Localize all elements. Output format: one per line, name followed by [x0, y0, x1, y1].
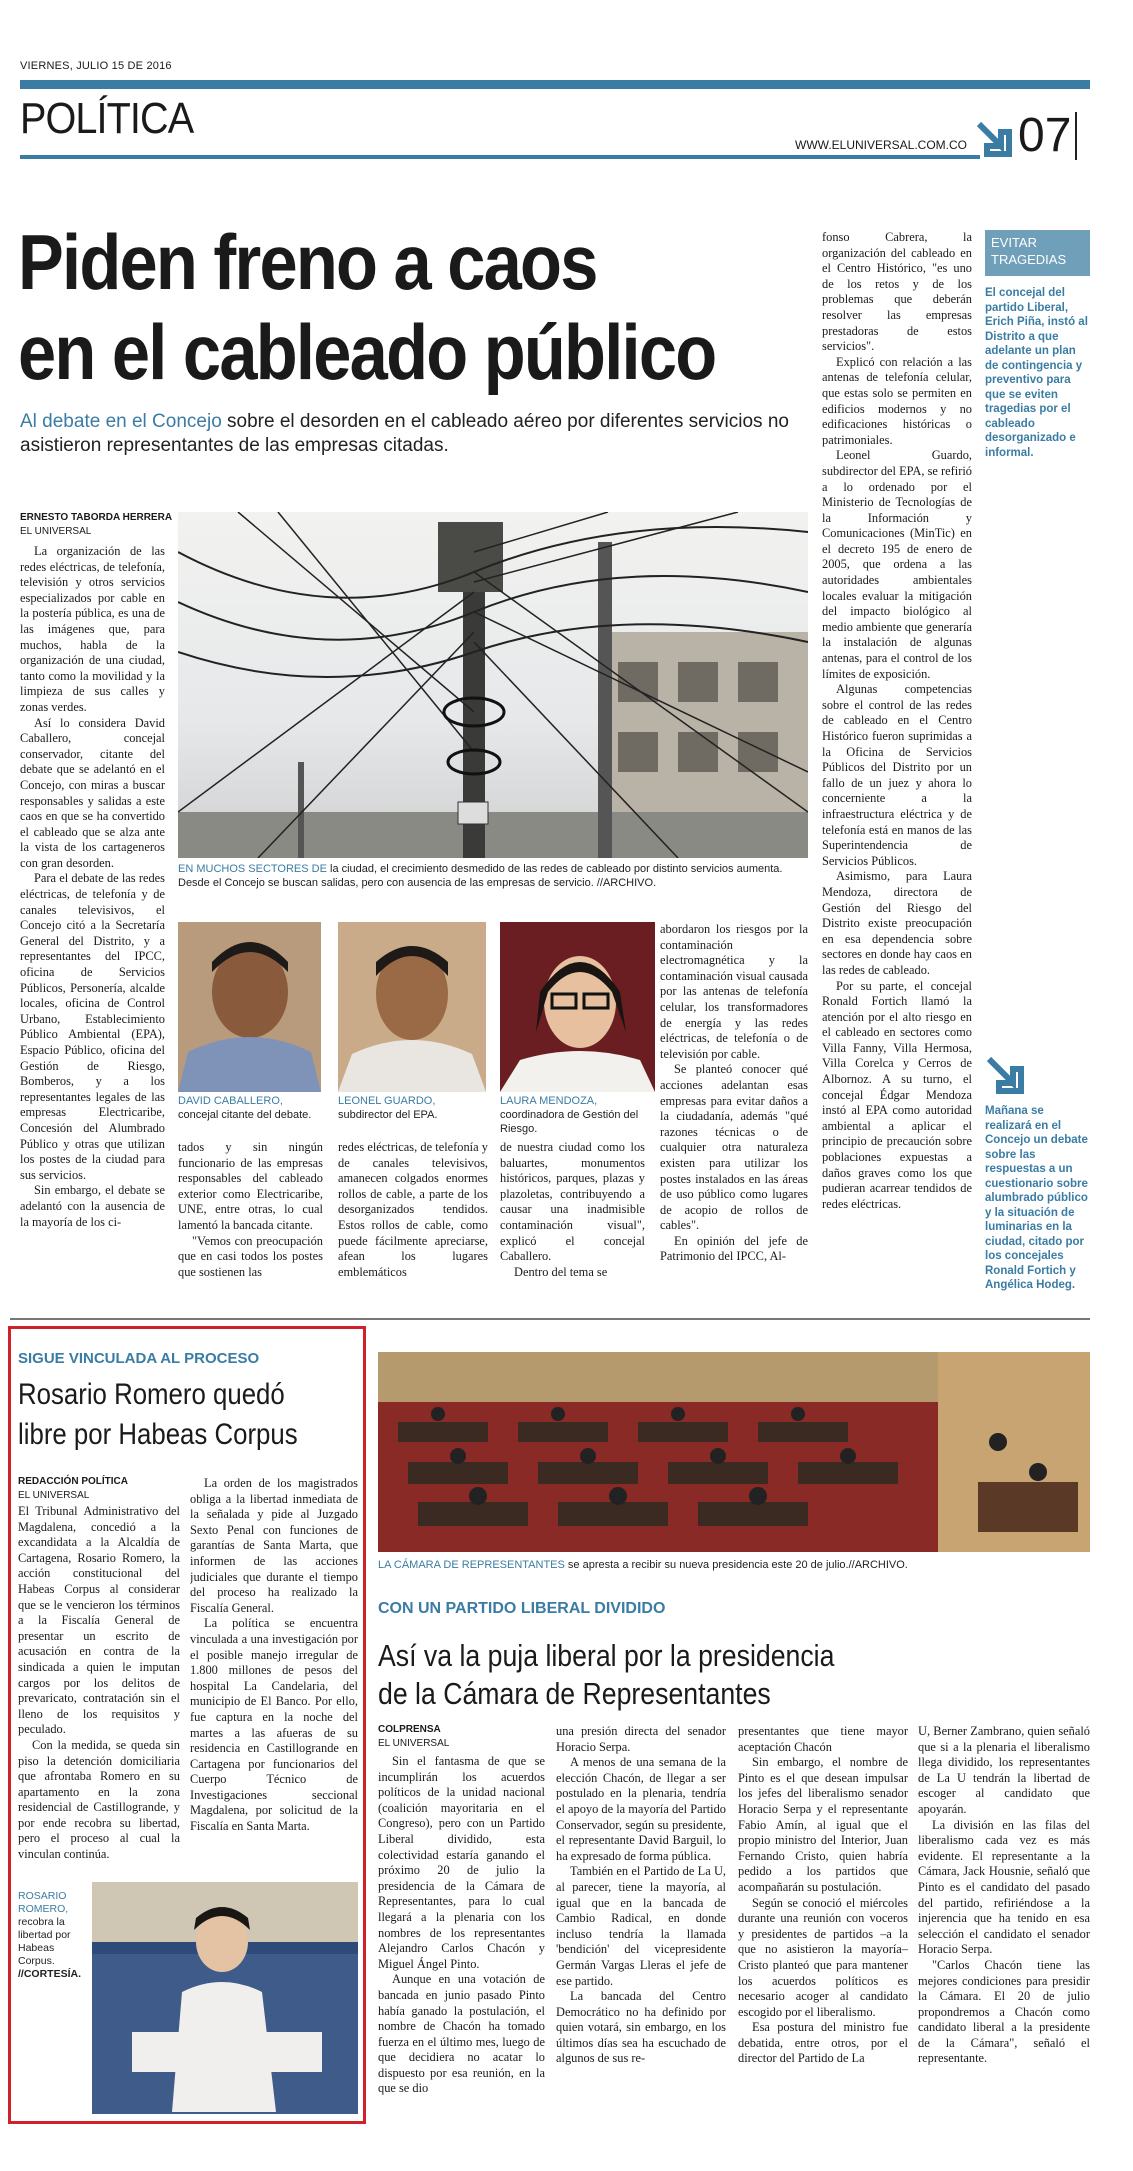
camara-photo — [378, 1352, 1090, 1552]
romero-column-2 — [190, 1476, 358, 1876]
caption-line: ROMERO, — [18, 1903, 69, 1915]
portrait-role: concejal citante del debate. — [178, 1109, 312, 1121]
paragraph: tados y sin ningún funcionario de las empresas responsables del cableado exterior como Electricaribe, UNE, entre otras, lo cual lamentó la bancada citante. — [178, 1140, 323, 1232]
sidebar-tragedias-box — [985, 230, 1090, 276]
romero-photo — [92, 1882, 358, 2114]
paragraph: de nuestra ciudad como los baluartes, monumentos históricos, parques, plazas y plazoletas, contribuyendo a causar una inadmisible contaminación visual", explicó el concejal Caballero. — [500, 1140, 645, 1264]
caption-line: Corpus. — [18, 1955, 55, 1967]
paragraph: Según se conoció el miércoles durante una reunión con voceros y presidentes de partidos –a la que no asistieron la mayoría– Cristo planteó que para mantener los acuerdos políticos es necesario acoger al candidato escogido por el liberalismo. — [738, 1895, 908, 2019]
paragraph: Se planteó conocer qué acciones adelantan esas empresas para evitar daños a la ciudadanía, además "qué razones técnicas o de cualquier otra naturaleza existen para utilizar los postes instalados en las áreas de uso público como lugares de acopio de rollos de cables". — [660, 1062, 808, 1233]
portrait-caption-2 — [338, 1094, 488, 1122]
main-dek — [20, 410, 800, 458]
sidebar-manana-text: Mañana se realizará en el Concejo un debate sobre las respuestas a un cuestionario sobre alumbrado público y la situación de luminarias en la ciudad, citado por los concejales Ronald Fortich y Angélica Hodeg. — [985, 1105, 1088, 1291]
main-source: EL UNIVERSAL — [20, 526, 92, 537]
paragraph: "Vemos con preocupación que en casi todos los postes que sostienen las — [178, 1233, 323, 1279]
paragraph: Esa postura del ministro fue debatida, entre otros, por el director del Partido de La — [738, 2020, 908, 2066]
camara-kicker: CON UN PARTIDO LIBERAL DIVIDIDO — [378, 1600, 666, 1617]
main-column-3 — [338, 1140, 488, 1300]
portrait-caption-1 — [178, 1094, 323, 1122]
sidebar-tragedias-text: El concejal del partido Liberal, Erich Piña, instó al Distrito a que adelante un plan de contingencia y preventivo para que se eviten tragedias por el cableado desorganizado e informal. — [985, 287, 1088, 459]
caption-line: libertad por — [18, 1929, 71, 1941]
caption-line: //CORTESÍA. — [18, 1968, 82, 1980]
portrait-caption-3 — [500, 1094, 645, 1136]
paragraph: Sin embargo, el nombre de Pinto es el que desean impulsar los jefes del liberalismo senador Horacio Serpa y el representante Fabio Amín, al igual que el propio ministro del Interior, Juan Fernando Cristo, quien habría pedido a los partidos que acompañarán su postulación. — [738, 1755, 908, 1894]
main-headline-line1: Piden freno a caos — [18, 218, 597, 306]
paragraph: Por su parte, el concejal Ronald Fortich llamó la atención por el alto riesgo en el cableado en sectores como Villa Fanny, Villa Hermosa, Villa Corelca y Cerros de Albornoz. A su turno, el concejal Édgar Mendoza instó al EPA como autoridad ambiental a aplicar el principio de precaución sobre poblaciones expuestas a daños graves como los que pudieran acarrear tendidos de redes eléctricas. — [822, 978, 972, 1211]
paragraph: Asimismo, para Laura Mendoza, directora de Gestión del Riesgo del Distrito existe preocupación en esa dependencia sobre sectores en donde hay caos en las redes de cableado. — [822, 869, 972, 977]
paragraph: La división en las filas del liberalismo cada vez es más evidente. El representante a la Cámara, Jack Housnie, señaló que Pinto es el candidato del pasado del partido, refiriéndose a la injerencia que ha tenido en esa selección el candidato el senador Horacio Serpa. — [918, 1817, 1090, 1957]
caption-text: la ciudad, el crecimiento desmedido de las redes de cableado por distinto servicios aumenta. Desde el Concejo se buscan salidas, pero con ausencia de las empresas de servicio. //ARCHIVO. — [178, 863, 783, 889]
paragraph: Aunque en una votación de bancada en junio pasado Pinto había ganado la postulación, el nombre de Chacón ha tomado fuerza en el último mes, luego de que decidiera no acatar lo dispuesto por esa reunión, en la que se dio — [378, 1972, 545, 2096]
paragraph: Leonel Guardo, subdirector del EPA, se refirió a lo ordenado por el Ministerio de Tecnologías de la Información y Comunicaciones (MinTic) en el decreto 195 de enero de 2005, que ordena a las autoridades ambientales locales evaluar la mitigación del impacto biológico al medio ambiente que generaría la instalación de algunas antenas, para el control de los límites de exposición. — [822, 448, 972, 681]
paragraph: La orden de los magistrados obliga a la libertad inmediata de la señalada y pide al Juzgado Sexto Penal con funciones de garantías de Santa Marta, que informen de las acciones judiciales que durante el tiempo del proceso ha realizado la Fiscalía General. — [190, 1476, 358, 1615]
section-divider — [10, 1318, 1090, 1320]
dek-text: sobre el desorden en el cableado aéreo por diferentes servicios no asistieron representantes de las empresas citadas. — [20, 411, 789, 456]
paragraph: redes eléctricas, de telefonía y de canales televisivos, amanecen colgados enormes rollos de cable, a parte de los desorganizados tendidos. Estos rollos de cable, como puede fácilmente apreciarse, afean los lugares emblemáticos — [338, 1140, 488, 1279]
camara-photo-caption — [378, 1558, 1090, 1572]
paragraph: Así lo considera David Caballero, concejal conservador, citante del debate que se adelantó en el Concejo, con miras a buscar responsables y salidas a este caos en que se ha convertido el cableado que se alza ante la vista de los cartageneros con gran desorden. — [20, 715, 165, 870]
header-rule-bottom — [20, 155, 980, 159]
romero-column-1 — [18, 1504, 180, 1882]
romero-headline-2: libre por Habeas Corpus — [18, 1418, 298, 1451]
camara-headline-2: de la Cámara de Representantes — [378, 1676, 771, 1711]
main-column-1 — [20, 544, 165, 1299]
paragraph: También en el Partido de La U, al parecer, tiene la mayoría, al igual que en la bancada de Cambio Radical, en donde incluso tendría la llamada 'bendición' del vicepresidente Germán Vargas Lleras el jefe de ese partido. — [556, 1864, 726, 1988]
paragraph: fonso Cabrera, la organización del cableado en el Centro Histórico, "es uno de los retos y de los problemas que deberán resolver las empresas prestadoras de estos servicios". — [822, 230, 972, 354]
camara-headline-1: Así va la puja liberal por la presidencia — [378, 1638, 835, 1673]
paragraph: El Tribunal Administrativo del Magdalena, concedió a la excandidata a la Alcaldía de Cartagena, Rosario Romero, la acción constitucional del Habeas Corpus al considerar que se le vencieron los términos a la Fiscalía General de presentar un escrito de acusación en contra de la sindicada a quien le imputan cargos por los delitos de prevaricato, contratación sin el lleno de los requisitos y peculado. — [18, 1504, 180, 1737]
dek-kicker: Al debate en el Concejo — [20, 411, 222, 432]
page-number: 07 — [1018, 112, 1077, 160]
paragraph: presentantes que tiene mayor aceptación Chacón — [738, 1724, 908, 1754]
main-column-5 — [822, 230, 972, 1300]
romero-source: EL UNIVERSAL — [18, 1490, 90, 1501]
portrait-david-caballero — [178, 922, 321, 1092]
paragraph: Algunas competencias sobre el control de las redes de cableado en el Centro Histórico fueron suprimidas a la Oficina de Servicios Públicos del Distrito por un fallo de un juez y ahora lo concerniente a la infraestructura eléctrica y de telefonía está en manos de las Superintendencia de Servicios Públicos. — [822, 682, 972, 868]
camara-column-4 — [918, 1724, 1090, 2122]
paragraph: En opinión del jefe de Patrimonio del IPCC, Al- — [660, 1233, 808, 1264]
main-headline-line2: en el cableado público — [18, 308, 716, 396]
paragraph: Sin el fantasma de que se incumplirán los acuerdos políticos de la unidad nacional (coalición mayoritaria en el Congreso), pero con un Partido Liberal dividido, esta colectividad estaría ganando el próximo 20 de julio la presidencia de la Cámara de Representantes, para lo cual llegará a la plenaria con los nombres de los representantes Alejandro Carlos Chacón y Miguel Ángel Pinto. — [378, 1754, 545, 1971]
caption-text: se apresta a recibir su nueva presidencia este 20 de julio.//ARCHIVO. — [564, 1559, 908, 1571]
paragraph: Explicó con relación a las antenas de telefonía celular, que estas solo se permiten en edificios modernos y no edificaciones históricas o patrimoniales. — [822, 354, 972, 447]
paragraph: Con la medida, se queda sin piso la detención domiciliaria que afrontaba Romero en su apartamento en la zona residencial de Castillogrande, y por ende recobra su libertad, pero el proceso al cual la vinculan continúa. — [18, 1737, 180, 1862]
paragraph: A menos de una semana de la elección Chacón, de llegar a ser postulado en la plenaria, tendría el apoyo de la mayoría del Partido Conservador, según su presidente, el representante David Barguil, lo ha expresado de forma pública. — [556, 1755, 726, 1863]
camara-column-3 — [738, 1724, 908, 2122]
paragraph: una presión directa del senador Horacio Serpa. — [556, 1724, 726, 1754]
main-column-2 — [178, 1140, 323, 1300]
paragraph: La política se encuentra vinculada a una investigación por el posible manejo irregular de 1.800 millones de pesos del hospital La Candelaria, del municipio de El Banco. Por ello, fue captura en la noche del martes a las afueras de su residencia en Castillogrande en Cartagena por funcionarios del Cuerpo Técnico de Investigaciones seccional Magdalena, por solicitud de la Fiscalía en Santa Marta. — [190, 1616, 358, 1834]
caption-kicker: EN MUCHOS SECTORES DE — [178, 863, 327, 875]
paragraph: U, Berner Zambrano, quien señaló que si a la plenaria el liberalismo llega dividido, los representantes de La U tendrán la libertad de escoger al candidato que apoyarán. — [918, 1724, 1090, 1816]
portrait-laura-mendoza — [500, 922, 655, 1092]
caption-kicker: LA CÁMARA DE REPRESENTANTES — [378, 1559, 565, 1571]
paragraph: La bancada del Centro Democrático no ha definido por quien votará, sin embargo, en los últimos días sea ha escuchado de algunos de sus re- — [556, 1989, 726, 2066]
caption-line: Habeas — [18, 1942, 55, 1954]
romero-photo-caption — [18, 1890, 88, 1981]
camara-byline: COLPRENSA — [378, 1724, 441, 1735]
main-column-4 — [500, 1140, 645, 1300]
romero-byline: REDACCIÓN POLÍTICA — [18, 1476, 128, 1487]
section-title: POLÍTICA — [20, 94, 194, 143]
main-column-4-top — [660, 922, 808, 1300]
camara-column-2 — [556, 1724, 726, 2122]
main-byline: ERNESTO TABORDA HERRERA — [20, 512, 173, 523]
portrait-name: LAURA MENDOZA, — [500, 1095, 598, 1107]
header-rule-top — [20, 80, 1090, 89]
paragraph: "Carlos Chacón tiene las mejores condiciones para presidir la Cámara. El 20 de julio propondremos a Chacón como candidato liberal a la presidente de la Cámara", señaló el representante. — [918, 1957, 1090, 2066]
portrait-name: LEONEL GUARDO, — [338, 1095, 436, 1107]
cables-photo — [178, 512, 808, 858]
paragraph: abordaron los riesgos por la contaminación electromagnética y la contaminación visual causada por las antenas de telefonía celular, los transformadores de energía y las redes eléctricas, de telefonía o de televisión por cable. — [660, 922, 808, 1061]
romero-headline-1: Rosario Romero quedó — [18, 1378, 285, 1411]
portrait-leonel-guardo — [338, 922, 486, 1092]
camara-source: EL UNIVERSAL — [378, 1738, 450, 1749]
page-date: VIERNES, JULIO 15 DE 2016 — [20, 60, 172, 72]
website-url: WWW.ELUNIVERSAL.COM.CO — [795, 138, 968, 152]
portrait-name: DAVID CABALLERO, — [178, 1095, 283, 1107]
arrow-icon — [975, 120, 1015, 160]
caption-line: recobra la — [18, 1916, 65, 1928]
sidebar-arrow-icon — [985, 1055, 1029, 1099]
paragraph: Sin embargo, el debate se adelantó con la ausencia de la mayoría de los ci- — [20, 1183, 165, 1229]
romero-kicker: SIGUE VINCULADA AL PROCESO — [18, 1350, 260, 1367]
portrait-role: subdirector del EPA. — [338, 1109, 438, 1121]
cables-photo-caption — [178, 862, 808, 890]
sidebar-title-1: EVITAR — [991, 235, 1037, 250]
caption-line: ROSARIO — [18, 1890, 67, 1902]
paragraph: Dentro del tema se — [514, 1264, 608, 1279]
sidebar-title-2: TRAGEDIAS — [991, 252, 1067, 267]
camara-column-1 — [378, 1754, 545, 2122]
portrait-role: coordinadora de Gestión del Riesgo. — [500, 1109, 639, 1135]
paragraph: Para el debate de las redes eléctricas, de telefonía y de canales televisivos, el Concejo citó a la Secretaría General del Distrito, y a representantes del IPCC, oficina de Servicios Públicos, Personería, alcalde locales, oficina de Control Urbano, Establecimiento Público Ambiental (EPA), Espacio Público, oficina del Gestión de Riesgo, Bomberos, y a los representantes legales de las empresas Electricaribe, Concesión del Alumbrado Público y otras que utilizan los postes de la ciudad para sus servicios. — [20, 871, 165, 1182]
paragraph: La organización de las redes eléctricas, de telefonía, televisión y otros servicios especializados por cable en la postería pública, es una de las imágenes que, para muchos, habla de la organización de una ciudad, tanto como la movilidad y la limpieza de sus calles y zonas verdes. — [20, 544, 165, 714]
